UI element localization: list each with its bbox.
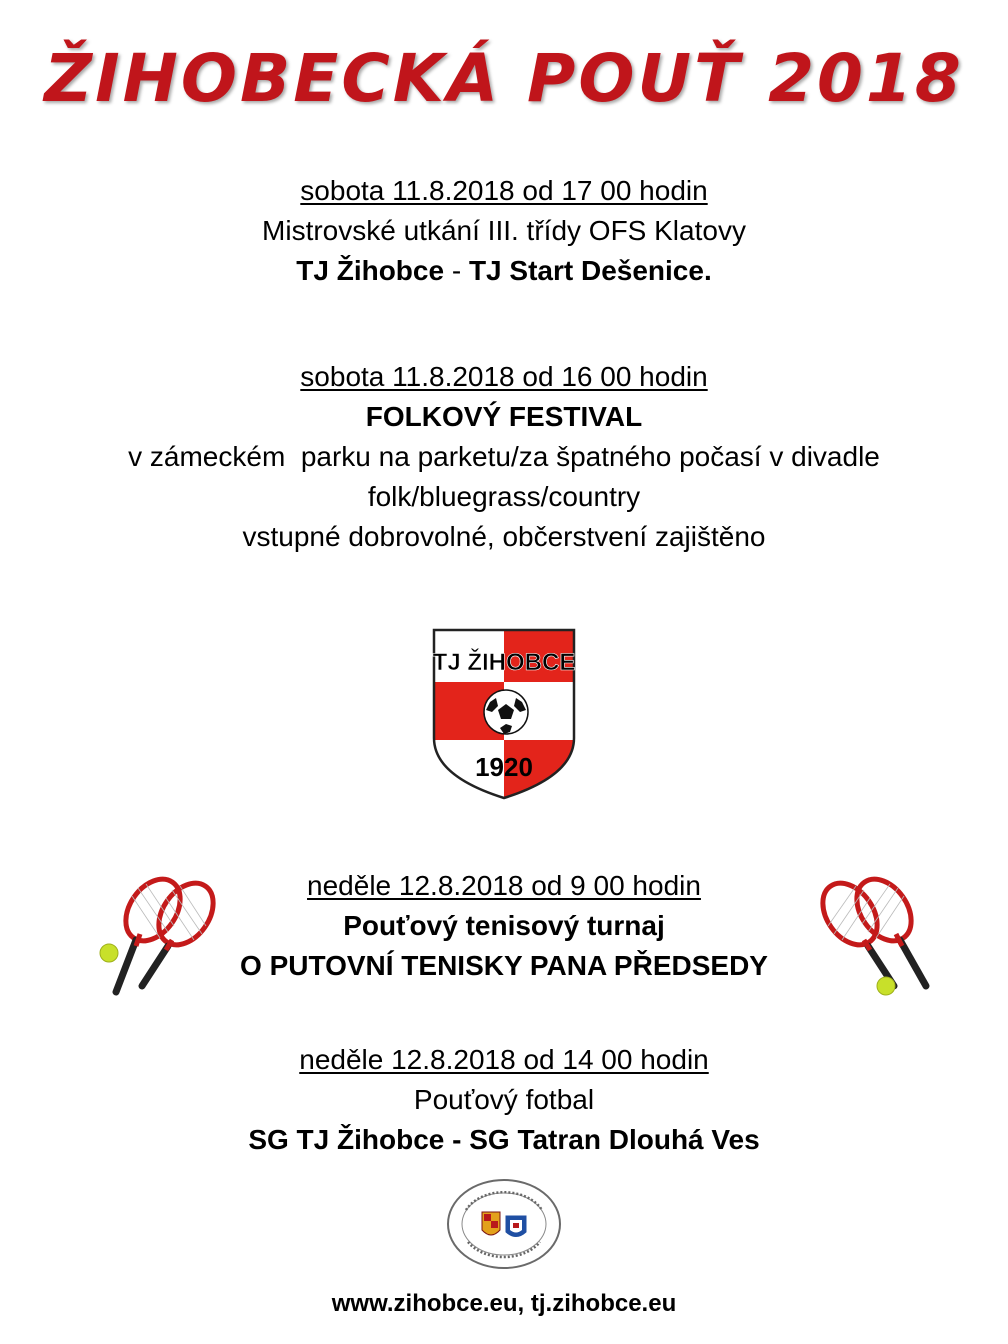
event-date: neděle 12.8.2018 od 9 00 hodin [307, 870, 701, 901]
event-folk-festival [0, 357, 1008, 557]
event-football-league [0, 171, 1008, 291]
club-year: 1920 [475, 752, 533, 782]
event-date: neděle 12.8.2018 od 14 00 hodin [299, 1044, 709, 1075]
event-description: Mistrovské utkání III. třídy OFS Klatovy [262, 215, 746, 246]
event-name: FOLKOVÝ FESTIVAL [365, 401, 643, 432]
event-match: SG TJ Žihobce - SG Tatran Dlouhá Ves [248, 1124, 760, 1155]
club-name: TJ ŽIHOBCE [432, 649, 576, 676]
event-date: sobota 11.8.2018 od 17 00 hodin [300, 175, 708, 206]
event-cup: O PUTOVNÍ TENISKY PANA PŘEDSEDY [240, 950, 768, 981]
away-team: TJ Start Dešenice. [468, 255, 712, 286]
tennis-ball-icon [877, 977, 895, 995]
event-match [0, 251, 1008, 291]
club-logo [430, 626, 578, 802]
event-name: Pouťový tenisový turnaj [343, 910, 665, 941]
footer-links: www.zihobce.eu, tj.zihobce.eu [331, 1290, 677, 1317]
tennis-rackets-icon [808, 868, 940, 1004]
event-info: vstupné dobrovolné, občerstvení zajištěno [242, 521, 766, 552]
home-team: TJ Žihobce [296, 255, 445, 286]
event-name: Pouťový fotbal [413, 1084, 595, 1115]
event-pilgrimage-football [0, 1040, 1008, 1160]
event-venue: v zámeckém parku na parketu/za špatného počasí v divadle [128, 441, 880, 472]
museum-seal-icon [444, 1176, 564, 1272]
match-separator: - [444, 255, 469, 286]
event-date: sobota 11.8.2018 od 16 00 hodin [300, 361, 708, 392]
event-genres: folk/bluegrass/country [367, 481, 641, 512]
soccer-ball-icon [484, 690, 528, 734]
page-title: ŽIHOBECKÁ POUŤ 2018 [44, 40, 964, 117]
